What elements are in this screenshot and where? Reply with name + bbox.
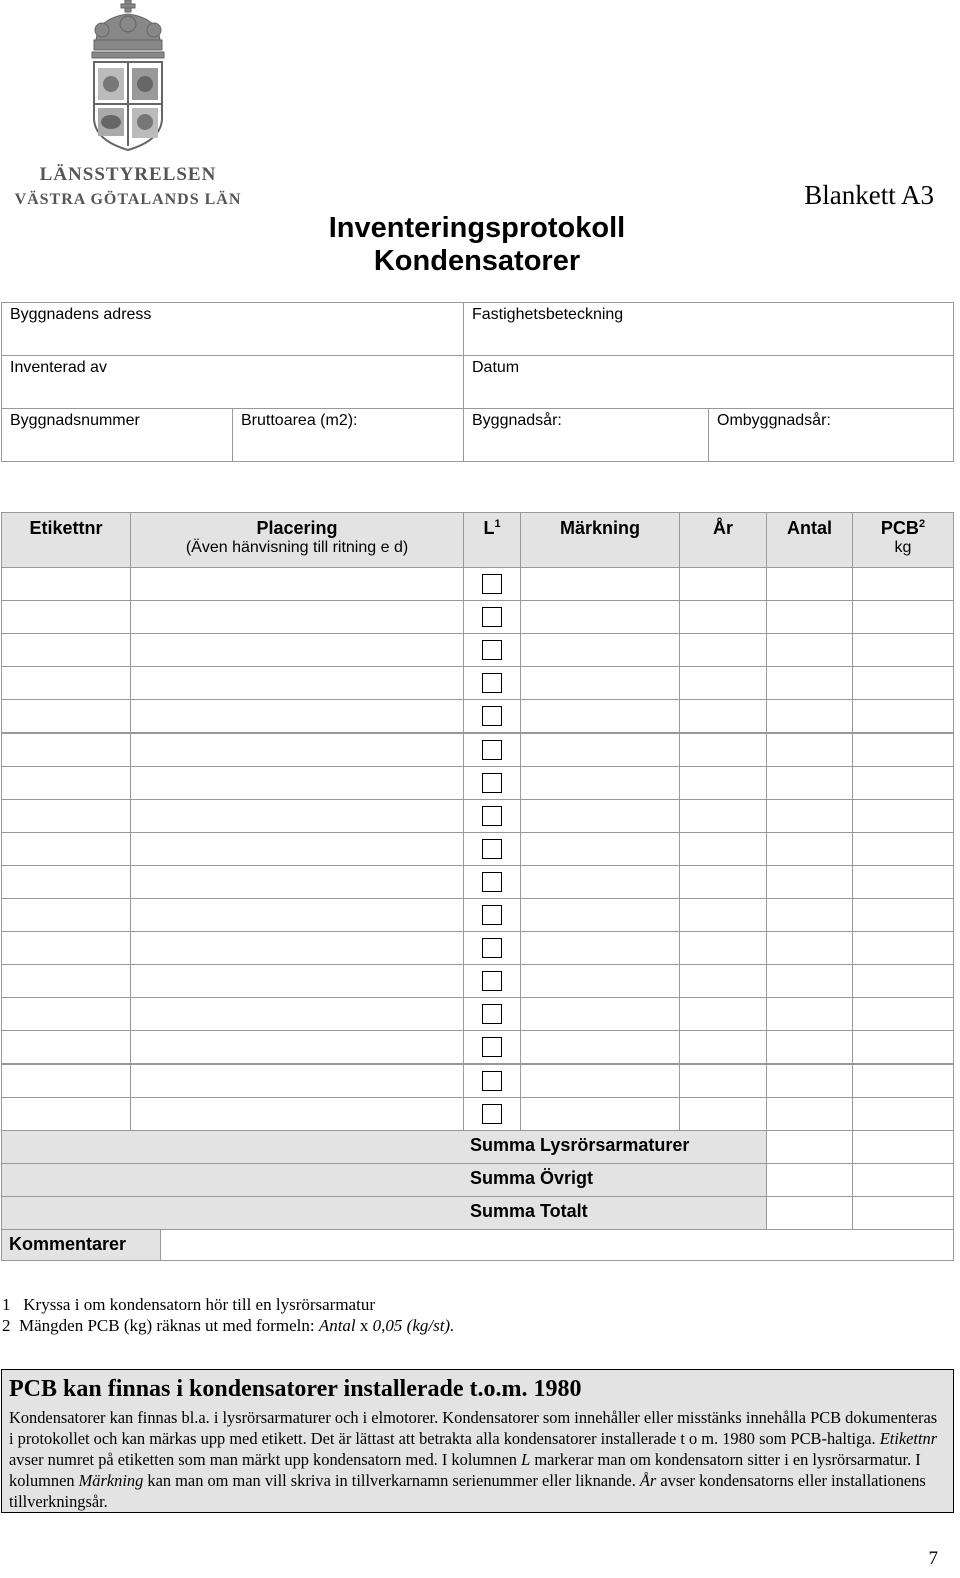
row-marking[interactable] xyxy=(520,832,680,866)
row-placement[interactable] xyxy=(130,964,464,998)
field-address[interactable] xyxy=(1,302,464,356)
page-number: 7 xyxy=(928,1548,938,1569)
row-marking[interactable] xyxy=(520,964,680,998)
row-marking[interactable] xyxy=(520,633,680,667)
row-count[interactable] xyxy=(766,1097,853,1131)
row-pcb[interactable] xyxy=(852,799,954,833)
row-label-no[interactable] xyxy=(1,1030,131,1064)
row-marking[interactable] xyxy=(520,931,680,965)
row-count[interactable] xyxy=(766,567,853,601)
fluorescent-checkbox[interactable] xyxy=(482,806,502,826)
row-pcb[interactable] xyxy=(852,865,954,899)
row-pcb[interactable] xyxy=(852,1097,954,1131)
row-placement[interactable] xyxy=(130,865,464,899)
fluorescent-checkbox[interactable] xyxy=(482,574,502,594)
row-label-no[interactable] xyxy=(1,600,131,634)
org-name: LÄNSSTYRELSEN xyxy=(39,164,217,185)
field-gross-area[interactable] xyxy=(232,408,464,462)
row-pcb[interactable] xyxy=(852,733,954,767)
row-marking[interactable] xyxy=(520,567,680,601)
row-year[interactable] xyxy=(679,931,767,965)
row-marking[interactable] xyxy=(520,1097,680,1131)
row-year[interactable] xyxy=(679,600,767,634)
row-marking[interactable] xyxy=(520,898,680,932)
row-year[interactable] xyxy=(679,633,767,667)
field-property[interactable] xyxy=(463,302,954,356)
row-label-no[interactable] xyxy=(1,997,131,1031)
coat-of-arms-logo xyxy=(78,0,178,156)
row-label-no[interactable] xyxy=(1,898,131,932)
row-marking[interactable] xyxy=(520,1064,680,1098)
row-placement[interactable] xyxy=(130,699,464,733)
row-count[interactable] xyxy=(766,1030,853,1064)
row-placement[interactable] xyxy=(130,1064,464,1098)
row-year[interactable] xyxy=(679,832,767,866)
field-building-no[interactable] xyxy=(1,408,233,462)
comments-label: Kommentarer xyxy=(1,1229,161,1261)
row-marking[interactable] xyxy=(520,1030,680,1064)
row-count[interactable] xyxy=(766,799,853,833)
row-pcb[interactable] xyxy=(852,766,954,800)
row-marking[interactable] xyxy=(520,799,680,833)
row-count[interactable] xyxy=(766,600,853,634)
fluorescent-checkbox[interactable] xyxy=(482,673,502,693)
form-id: Blankett A3 xyxy=(804,180,934,210)
row-pcb[interactable] xyxy=(852,567,954,601)
fluorescent-checkbox[interactable] xyxy=(482,938,502,958)
row-pcb[interactable] xyxy=(852,600,954,634)
col-L: $L^1$ xyxy=(463,512,521,568)
page-title xyxy=(300,212,654,278)
row-placement[interactable] xyxy=(130,766,464,800)
field-build-year[interactable] xyxy=(463,408,709,462)
row-marking[interactable] xyxy=(520,666,680,700)
sum-total-count[interactable] xyxy=(766,1196,853,1230)
row-placement[interactable] xyxy=(130,600,464,634)
row-label-no[interactable] xyxy=(1,766,131,800)
row-pcb[interactable] xyxy=(852,898,954,932)
footnote-1: 1 Kryssa i om kondensatorn hör till en lysrörsarmatur xyxy=(2,1295,375,1314)
info-body: Kondensatorer kan finnas bl.a. i lysrörsarmaturer och i elmotorer. Kondensatorer som innehåller eller misstänks innehålla PCB dokumenteras i protokollet och kan märkas upp med etikett. Det är lättast att betrakta alla kondensatorer installerade t o m. 1980 som PCB-haltiga. Etikettnr avser numret på etiketten som man märkt upp kondensatorn med. I kolumnen L markerar man om kondensatorn sitter i en lysrörsarmatur. I kolumnen Märkning kan man om man vill skriva in tillverkarnamn serienummer eller liknande. År avser kondensatorns eller installationens tillverkningsår. xyxy=(9,1408,938,1511)
row-pcb[interactable] xyxy=(852,1030,954,1064)
row-year[interactable] xyxy=(679,733,767,767)
row-label-no[interactable] xyxy=(1,1064,131,1098)
field-rebuild-year[interactable] xyxy=(708,408,954,462)
sum-row-other xyxy=(1,1163,767,1197)
row-placement[interactable] xyxy=(130,666,464,700)
row-year[interactable] xyxy=(679,898,767,932)
org-region: VÄSTRA GÖTALANDS LÄN xyxy=(14,191,242,208)
fluorescent-checkbox[interactable] xyxy=(482,872,502,892)
col-marking: Märkning xyxy=(520,512,680,568)
row-count[interactable] xyxy=(766,766,853,800)
row-placement[interactable] xyxy=(130,633,464,667)
fluorescent-checkbox[interactable] xyxy=(482,839,502,859)
sum-other-count[interactable] xyxy=(766,1163,853,1197)
row-label-no[interactable] xyxy=(1,1097,131,1131)
sum-other-label: Summa Övrigt xyxy=(470,1168,594,1188)
row-pcb[interactable] xyxy=(852,1064,954,1098)
row-pcb[interactable] xyxy=(852,633,954,667)
row-label-no[interactable] xyxy=(1,666,131,700)
row-count[interactable] xyxy=(766,666,853,700)
row-marking[interactable] xyxy=(520,733,680,767)
fluorescent-checkbox[interactable] xyxy=(482,607,502,627)
row-count[interactable] xyxy=(766,931,853,965)
row-year[interactable] xyxy=(679,997,767,1031)
field-building-no-label: Byggnadsnummer xyxy=(10,412,140,429)
row-count[interactable] xyxy=(766,633,853,667)
row-pcb[interactable] xyxy=(852,964,954,998)
fluorescent-checkbox[interactable] xyxy=(482,740,502,760)
fluorescent-checkbox[interactable] xyxy=(482,706,502,726)
footnote-2: 2 Mängden PCB (kg) räknas ut med formeln: Antal x 0,05 (kg/st). xyxy=(2,1316,455,1335)
row-year[interactable] xyxy=(679,699,767,733)
row-marking[interactable] xyxy=(520,997,680,1031)
row-year[interactable] xyxy=(679,865,767,899)
row-count[interactable] xyxy=(766,898,853,932)
sum-fluorescent-pcb[interactable] xyxy=(852,1130,954,1164)
row-pcb[interactable] xyxy=(852,699,954,733)
row-pcb[interactable] xyxy=(852,832,954,866)
col-placement: Placering (Även hänvisning till ritning e d) xyxy=(130,512,464,568)
field-inspected-by[interactable] xyxy=(1,355,464,409)
comments-field[interactable] xyxy=(160,1229,954,1261)
title-line2: Kondensatorer xyxy=(373,245,581,277)
row-count[interactable] xyxy=(766,964,853,998)
row-label-no[interactable] xyxy=(1,931,131,965)
sum-other-pcb[interactable] xyxy=(852,1163,954,1197)
field-property-label: Fastighetsbeteckning xyxy=(472,306,624,323)
row-count[interactable] xyxy=(766,733,853,767)
field-inspected-by-label: Inventerad av xyxy=(10,359,107,376)
row-year[interactable] xyxy=(679,1097,767,1131)
title-line1: Inventeringsprotokoll xyxy=(328,212,626,244)
fluorescent-checkbox[interactable] xyxy=(482,1104,502,1124)
info-box xyxy=(1,1369,954,1513)
col-pcb-unit: kg xyxy=(894,539,912,556)
row-pcb[interactable] xyxy=(852,666,954,700)
row-count[interactable] xyxy=(766,865,853,899)
row-placement[interactable] xyxy=(130,799,464,833)
fluorescent-checkbox[interactable] xyxy=(482,640,502,660)
col-year: År xyxy=(679,512,767,568)
col-pcb: PCB$^2$ kg xyxy=(852,512,954,568)
field-address-label: Byggnadens adress xyxy=(10,306,152,323)
row-placement[interactable] xyxy=(130,898,464,932)
fluorescent-checkbox[interactable] xyxy=(482,1004,502,1024)
row-placement[interactable] xyxy=(130,832,464,866)
row-placement[interactable] xyxy=(130,567,464,601)
sum-fluorescent-label: Summa Lysrörsarmaturer xyxy=(470,1135,690,1155)
row-label-no[interactable] xyxy=(1,832,131,866)
row-year[interactable] xyxy=(679,666,767,700)
sum-total-pcb[interactable] xyxy=(852,1196,954,1230)
fluorescent-checkbox[interactable] xyxy=(482,1037,502,1057)
row-label-no[interactable] xyxy=(1,567,131,601)
fluorescent-checkbox[interactable] xyxy=(482,1071,502,1091)
row-count[interactable] xyxy=(766,699,853,733)
row-count[interactable] xyxy=(766,1064,853,1098)
sum-fluorescent-count[interactable] xyxy=(766,1130,853,1164)
col-placement-sub: (Även hänvisning till ritning e d) xyxy=(185,539,409,556)
fluorescent-checkbox[interactable] xyxy=(482,905,502,925)
row-label-no[interactable] xyxy=(1,699,131,733)
row-placement[interactable] xyxy=(130,997,464,1031)
row-pcb[interactable] xyxy=(852,931,954,965)
field-gross-area-label: Bruttoarea (m2): xyxy=(241,412,358,429)
row-year[interactable] xyxy=(679,799,767,833)
row-placement[interactable] xyxy=(130,1030,464,1064)
field-rebuild-year-label: Ombyggnadsår: xyxy=(717,412,831,429)
sum-row-total xyxy=(1,1196,767,1230)
row-year[interactable] xyxy=(679,1064,767,1098)
field-date-label: Datum xyxy=(472,359,520,376)
row-marking[interactable] xyxy=(520,766,680,800)
info-title: PCB kan finnas i kondensatorer installerade t.o.m. 1980 xyxy=(9,1376,582,1402)
row-label-no[interactable] xyxy=(1,799,131,833)
row-year[interactable] xyxy=(679,567,767,601)
row-label-no[interactable] xyxy=(1,633,131,667)
col-count: Antal xyxy=(766,512,853,568)
sum-total-label: Summa Totalt xyxy=(470,1201,588,1221)
fluorescent-checkbox[interactable] xyxy=(482,773,502,793)
row-marking[interactable] xyxy=(520,600,680,634)
row-label-no[interactable] xyxy=(1,964,131,998)
row-count[interactable] xyxy=(766,832,853,866)
fluorescent-checkbox[interactable] xyxy=(482,971,502,991)
row-placement[interactable] xyxy=(130,931,464,965)
col-label-no: Etikettnr xyxy=(1,512,131,568)
row-year[interactable] xyxy=(679,766,767,800)
row-label-no[interactable] xyxy=(1,733,131,767)
row-year[interactable] xyxy=(679,964,767,998)
row-year[interactable] xyxy=(679,1030,767,1064)
row-marking[interactable] xyxy=(520,699,680,733)
field-build-year-label: Byggnadsår: xyxy=(472,412,562,429)
row-placement[interactable] xyxy=(130,733,464,767)
row-marking[interactable] xyxy=(520,865,680,899)
field-date[interactable] xyxy=(463,355,954,409)
row-count[interactable] xyxy=(766,997,853,1031)
row-pcb[interactable] xyxy=(852,997,954,1031)
row-placement[interactable] xyxy=(130,1097,464,1131)
row-label-no[interactable] xyxy=(1,865,131,899)
